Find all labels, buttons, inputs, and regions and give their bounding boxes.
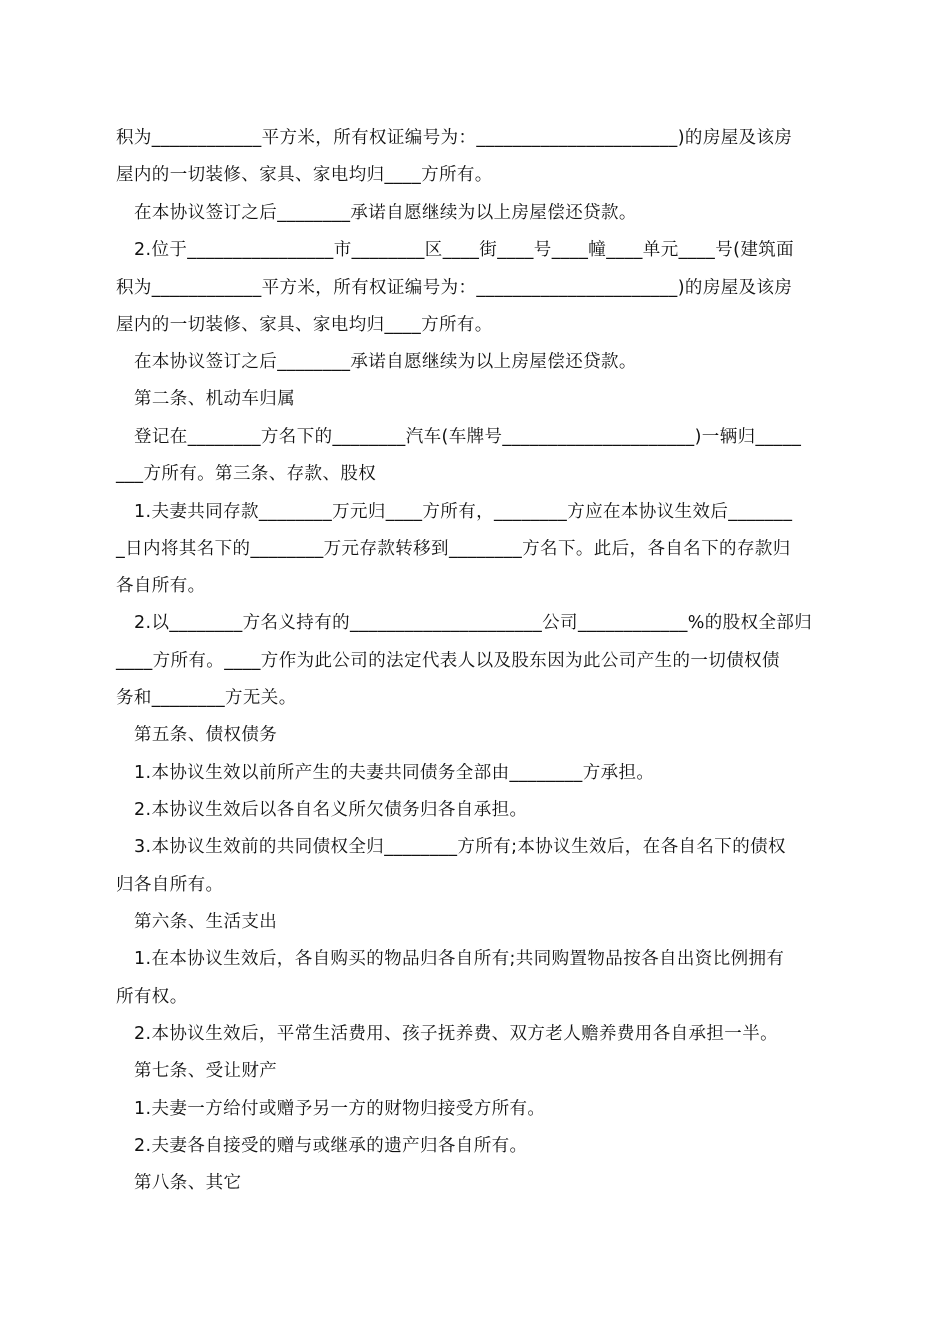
text-line: 在本协议签订之后________承诺自愿继续为以上房屋偿还贷款。 <box>134 203 637 223</box>
text-line: 3.本协议生效前的共同债权全归________方所有;本协议生效后，在各自名下的债权 <box>134 837 786 857</box>
text-line: 2.位于________________市________区____街____号____幢____单元____号(建筑面 <box>134 240 795 260</box>
section-heading: 第七条、受让财产 <box>134 1061 278 1081</box>
text-line: 所有权。 <box>116 987 188 1007</box>
text-line: _日内将其名下的________万元存款转移到________方名下。此后，各自名下的存款归 <box>116 539 791 559</box>
text-line: 积为____________平方米，所有权证编号为：______________________)的房屋及该房 <box>116 278 793 298</box>
text-line: 各自所有。 <box>116 576 206 596</box>
text-line: 1.夫妻共同存款________万元归____方所有，________方应在本协议生效后_______ <box>134 502 793 522</box>
text-line: 1.夫妻一方给付或赠予另一方的财物归接受方所有。 <box>134 1099 546 1119</box>
text-line: 积为____________平方米，所有权证编号为：______________________)的房屋及该房 <box>116 128 793 148</box>
section-heading: 第五条、债权债务 <box>134 725 278 745</box>
text-line: 归各自所有。 <box>116 875 224 895</box>
text-line: 1.在本协议生效后，各自购买的物品归各自所有;共同购置物品按各自出资比例拥有 <box>134 949 785 969</box>
text-line: 1.本协议生效以前所产生的夫妻共同债务全部由________方承担。 <box>134 763 655 783</box>
text-line: 2.本协议生效后以各自名义所欠债务归各自承担。 <box>134 800 528 820</box>
text-line: 在本协议签订之后________承诺自愿继续为以上房屋偿还贷款。 <box>134 352 637 372</box>
text-line: 屋内的一切装修、家具、家电均归____方所有。 <box>116 315 493 335</box>
text-line: 2.本协议生效后，平常生活费用、孩子抚养费、双方老人赡养费用各自承担一半。 <box>134 1024 778 1044</box>
text-line: 务和________方无关。 <box>116 688 297 708</box>
text-line: 2.夫妻各自接受的赠与或继承的遗产归各自所有。 <box>134 1136 528 1156</box>
text-line: 屋内的一切装修、家具、家电均归____方所有。 <box>116 165 493 185</box>
text-line: 2.以________方名义持有的_____________________公司____________%的股权全部归 <box>134 613 813 633</box>
section-heading: 第二条、机动车归属 <box>134 389 296 409</box>
section-heading: 第八条、其它 <box>134 1173 242 1193</box>
text-line: 登记在________方名下的________汽车(车牌号_____________________)一辆归_____ <box>134 427 802 447</box>
text-line: ___方所有。第三条、存款、股权 <box>116 464 377 484</box>
section-heading: 第六条、生活支出 <box>134 912 278 932</box>
text-line: ____方所有。____方作为此公司的法定代表人以及股东因为此公司产生的一切债权债 <box>116 651 780 671</box>
